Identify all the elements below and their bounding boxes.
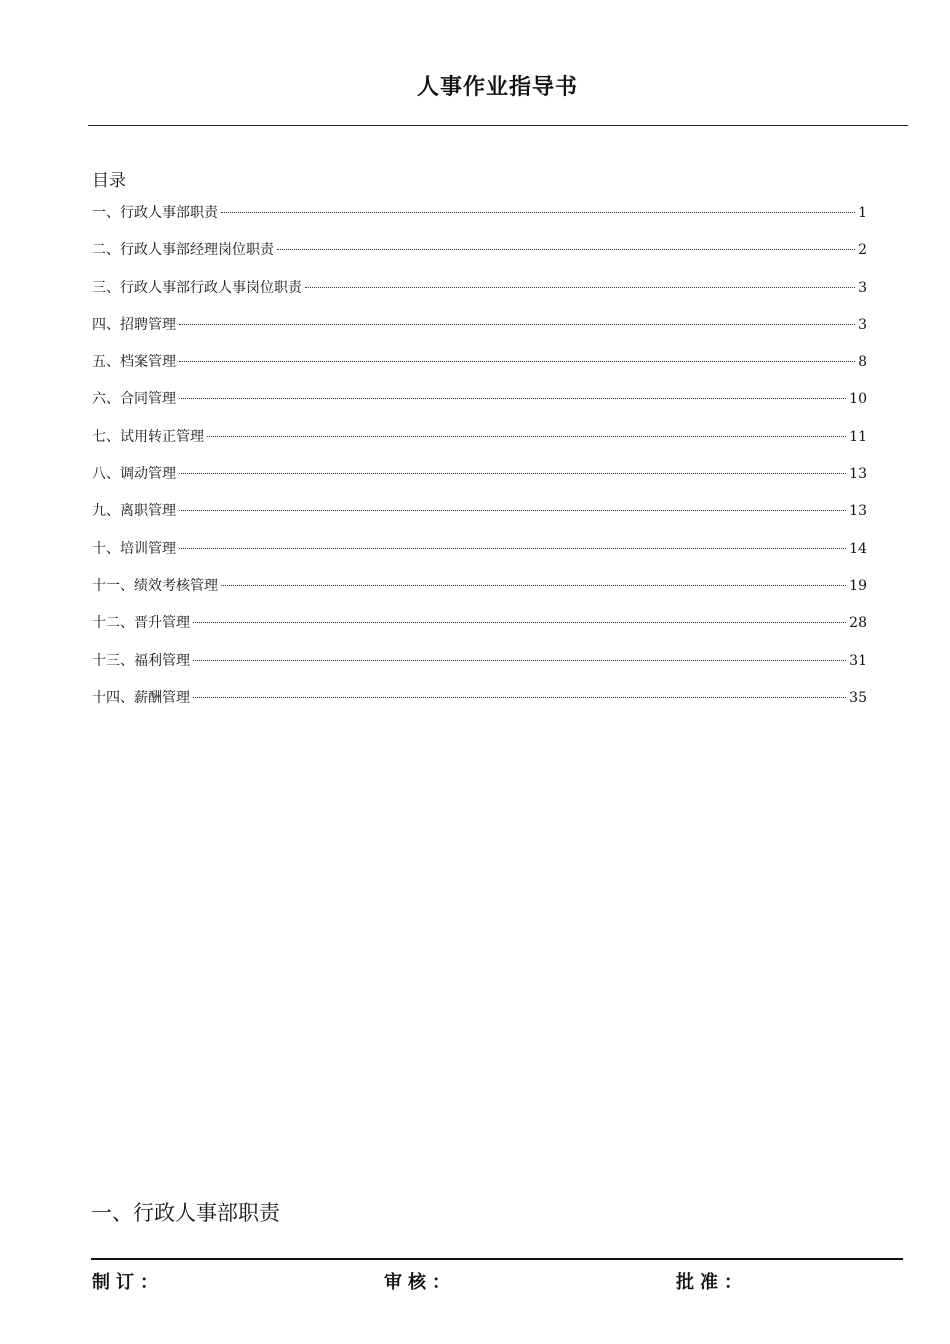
toc-entry[interactable] [92,277,867,314]
title-divider [88,125,908,126]
toc-entry-label: 一、行政人事部职责 [92,205,218,221]
toc-entry-label: 八、调动管理 [92,466,176,483]
toc-entry[interactable] [92,612,867,649]
toc-entry-page: 35 [849,689,867,706]
toc-entry[interactable] [92,202,867,239]
toc-entry-page: 13 [849,503,867,520]
toc-leader-dots [193,697,846,698]
toc-entry-page: 3 [858,316,867,333]
footer-divider [91,1258,903,1260]
toc-leader-dots [179,510,846,511]
toc-entry-page: 3 [858,279,867,296]
toc-entry[interactable] [92,687,867,724]
toc-entry-label: 十二、晋升管理 [92,615,190,632]
section-heading: 一、行政人事部职责 [91,1201,280,1225]
reviewed-by-label: 审核： [384,1272,456,1293]
toc-entry[interactable] [92,388,867,425]
toc-entry-page: 14 [849,540,867,557]
toc-list [92,202,867,724]
toc-entry[interactable] [92,314,867,351]
toc-entry-page: 11 [849,428,867,445]
toc-leader-dots [207,436,846,437]
toc-entry[interactable] [92,351,867,388]
toc-leader-dots [193,622,846,623]
toc-entry[interactable] [92,500,867,537]
toc-leader-dots [179,398,846,399]
toc-entry[interactable] [92,538,867,575]
toc-leader-dots [221,212,855,213]
toc-entry-page: 8 [858,354,867,371]
toc-entry-page: 1 [858,205,867,221]
toc-entry-label: 七、试用转正管理 [92,428,204,445]
toc-leader-dots [305,287,855,288]
toc-leader-dots [277,249,855,250]
toc-entry-label: 五、档案管理 [92,354,176,371]
made-by-label: 制订： [92,1272,164,1293]
toc-entry-label: 三、行政人事部行政人事岗位职责 [92,279,302,296]
toc-entry[interactable] [92,650,867,687]
approved-by-label: 批准： [676,1272,748,1293]
toc-entry-label: 四、招聘管理 [92,316,176,333]
toc-entry-label: 十、培训管理 [92,540,176,557]
toc-entry-label: 二、行政人事部经理岗位职责 [92,242,274,259]
toc-leader-dots [179,473,846,474]
signature-footer [0,1268,950,1294]
toc-leader-dots [179,324,855,325]
toc-entry-page: 31 [849,652,867,669]
toc-entry-page: 19 [849,577,867,594]
toc-entry-label: 十三、福利管理 [92,652,190,669]
toc-entry-label: 六、合同管理 [92,391,176,408]
toc-entry[interactable] [92,239,867,276]
toc-leader-dots [179,361,855,362]
toc-entry[interactable] [92,426,867,463]
toc-entry-label: 九、离职管理 [92,503,176,520]
toc-entry[interactable] [92,575,867,612]
toc-entry[interactable] [92,463,867,500]
toc-entry-page: 28 [849,615,867,632]
toc-leader-dots [193,660,846,661]
toc-entry-page: 13 [849,466,867,483]
toc-entry-page: 10 [849,391,867,408]
toc-entry-page: 2 [858,242,867,259]
document-title: 人事作业指导书 [416,75,578,100]
toc-leader-dots [179,548,846,549]
toc-leader-dots [221,585,846,586]
toc-entry-label: 十一、绩效考核管理 [92,577,218,594]
toc-entry-label: 十四、薪酬管理 [92,689,190,706]
toc-heading: 目录 [92,171,126,191]
